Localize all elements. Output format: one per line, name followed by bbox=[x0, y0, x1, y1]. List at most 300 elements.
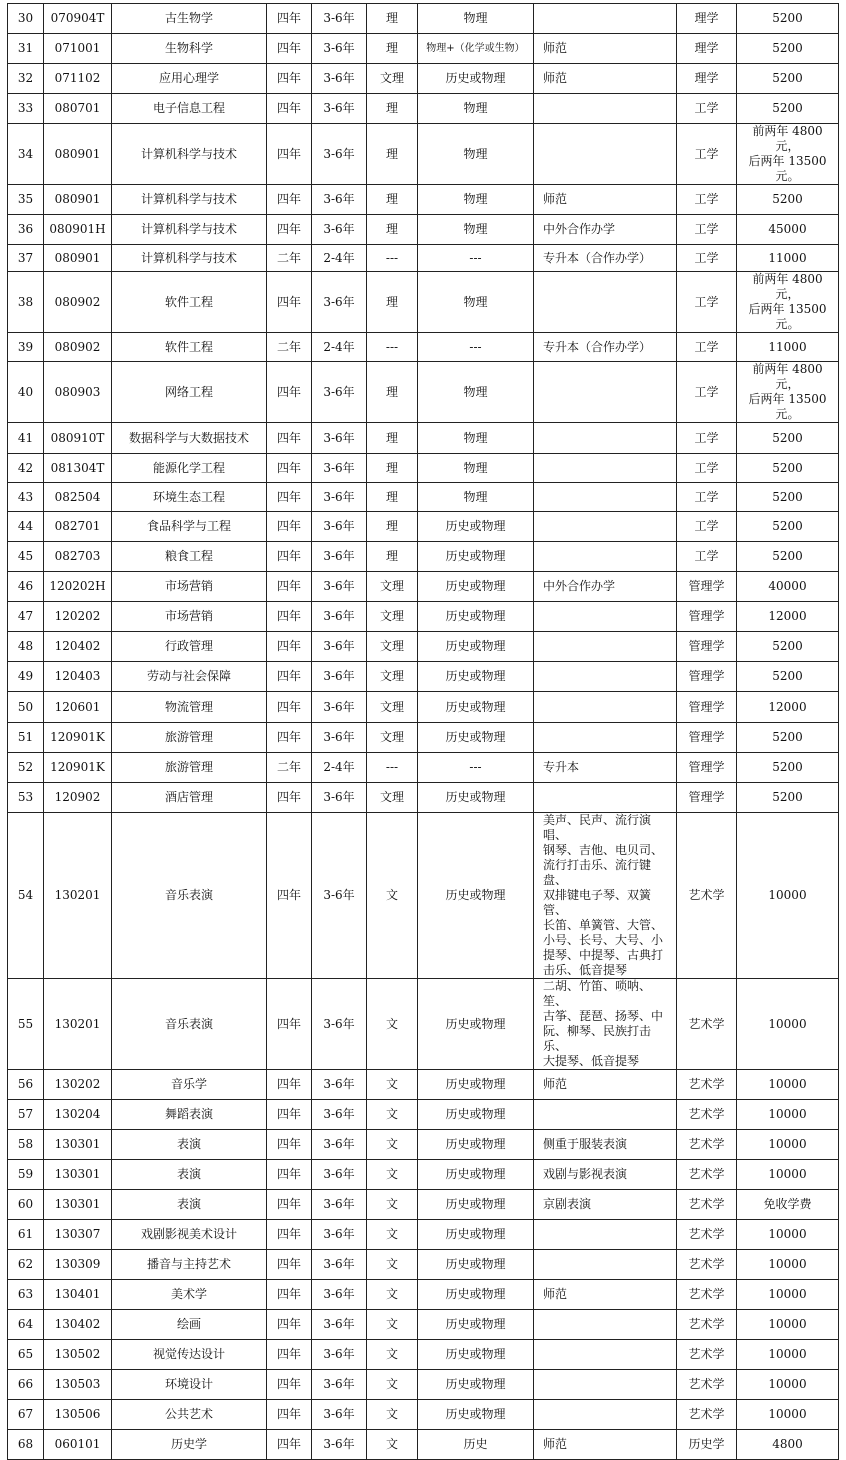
cell-no: 46 bbox=[8, 572, 44, 602]
cell-range: 2-4年 bbox=[312, 245, 367, 272]
cell-range: 3-6年 bbox=[312, 512, 367, 542]
cell-fee: 10000 bbox=[737, 1310, 839, 1340]
cell-years: 四年 bbox=[267, 1250, 312, 1280]
cell-disc: 管理学 bbox=[677, 572, 737, 602]
cell-code: 120901K bbox=[44, 753, 112, 783]
cell-code: 130309 bbox=[44, 1250, 112, 1280]
cell-disc: 历史学 bbox=[677, 1430, 737, 1460]
cell-no: 60 bbox=[8, 1190, 44, 1220]
cell-disc: 管理学 bbox=[677, 662, 737, 692]
cell-note bbox=[534, 692, 677, 723]
cell-disc: 工学 bbox=[677, 542, 737, 572]
cell-name: 古生物学 bbox=[112, 4, 267, 34]
cell-code: 080701 bbox=[44, 94, 112, 124]
cell-name: 计算机科学与技术 bbox=[112, 124, 267, 185]
cell-name: 历史学 bbox=[112, 1430, 267, 1460]
table-row bbox=[8, 1310, 839, 1340]
cell-cat: --- bbox=[367, 333, 418, 362]
cell-name: 计算机科学与技术 bbox=[112, 185, 267, 215]
cell-years: 二年 bbox=[267, 245, 312, 272]
cell-years: 四年 bbox=[267, 723, 312, 753]
cell-code: 130204 bbox=[44, 1100, 112, 1130]
cell-note bbox=[534, 783, 677, 813]
cell-code: 080901H bbox=[44, 215, 112, 245]
table-row bbox=[8, 602, 839, 632]
table-row bbox=[8, 753, 839, 783]
cell-fee: 11000 bbox=[737, 245, 839, 272]
cell-cat: 文理 bbox=[367, 632, 418, 662]
cell-code: 130202 bbox=[44, 1070, 112, 1100]
cell-name: 绘画 bbox=[112, 1310, 267, 1340]
table-row bbox=[8, 64, 839, 94]
cell-years: 四年 bbox=[267, 483, 312, 512]
cell-fee: 5200 bbox=[737, 185, 839, 215]
cell-subject: 历史或物理 bbox=[418, 1220, 534, 1250]
cell-no: 65 bbox=[8, 1340, 44, 1370]
cell-subject: 历史或物理 bbox=[418, 1250, 534, 1280]
cell-range: 3-6年 bbox=[312, 4, 367, 34]
cell-cat: 文 bbox=[367, 1100, 418, 1130]
cell-note: 侧重于服装表演 bbox=[534, 1130, 677, 1160]
table-row bbox=[8, 512, 839, 542]
cell-code: 120902 bbox=[44, 783, 112, 813]
cell-no: 64 bbox=[8, 1310, 44, 1340]
cell-cat: --- bbox=[367, 245, 418, 272]
cell-fee: 5200 bbox=[737, 723, 839, 753]
table-row bbox=[8, 1130, 839, 1160]
cell-disc: 工学 bbox=[677, 483, 737, 512]
cell-name: 表演 bbox=[112, 1130, 267, 1160]
cell-years: 四年 bbox=[267, 4, 312, 34]
table-body bbox=[8, 4, 839, 1460]
cell-years: 四年 bbox=[267, 1370, 312, 1400]
table-row bbox=[8, 454, 839, 483]
cell-code: 080901 bbox=[44, 124, 112, 185]
cell-range: 3-6年 bbox=[312, 783, 367, 813]
cell-note: 戏剧与影视表演 bbox=[534, 1160, 677, 1190]
cell-fee: 5200 bbox=[737, 64, 839, 94]
table-row bbox=[8, 813, 839, 979]
cell-disc: 艺术学 bbox=[677, 979, 737, 1070]
majors-table bbox=[7, 3, 839, 1460]
cell-code: 130301 bbox=[44, 1160, 112, 1190]
cell-code: 130503 bbox=[44, 1370, 112, 1400]
cell-fee: 前两年 4800 元， 后两年 13500 元。 bbox=[737, 272, 839, 333]
cell-fee: 5200 bbox=[737, 512, 839, 542]
cell-subject: 历史或物理 bbox=[418, 64, 534, 94]
table-row bbox=[8, 723, 839, 753]
cell-code: 130301 bbox=[44, 1130, 112, 1160]
cell-code: 080902 bbox=[44, 272, 112, 333]
cell-cat: 理 bbox=[367, 94, 418, 124]
cell-disc: 工学 bbox=[677, 245, 737, 272]
cell-cat: 理 bbox=[367, 512, 418, 542]
cell-subject: 历史或物理 bbox=[418, 979, 534, 1070]
table-row bbox=[8, 423, 839, 454]
cell-fee: 10000 bbox=[737, 1070, 839, 1100]
cell-no: 68 bbox=[8, 1430, 44, 1460]
cell-code: 082701 bbox=[44, 512, 112, 542]
cell-fee: 10000 bbox=[737, 813, 839, 979]
cell-cat: 文 bbox=[367, 979, 418, 1070]
cell-code: 130201 bbox=[44, 979, 112, 1070]
table-row bbox=[8, 662, 839, 692]
cell-subject: 物理+（化学或生物） bbox=[418, 34, 534, 64]
cell-name: 市场营销 bbox=[112, 602, 267, 632]
cell-no: 49 bbox=[8, 662, 44, 692]
cell-years: 四年 bbox=[267, 662, 312, 692]
cell-name: 环境设计 bbox=[112, 1370, 267, 1400]
cell-disc: 工学 bbox=[677, 512, 737, 542]
cell-name: 视觉传达设计 bbox=[112, 1340, 267, 1370]
cell-years: 四年 bbox=[267, 813, 312, 979]
cell-code: 080902 bbox=[44, 333, 112, 362]
cell-fee: 10000 bbox=[737, 1400, 839, 1430]
table-row bbox=[8, 215, 839, 245]
cell-note: 师范 bbox=[534, 34, 677, 64]
cell-range: 3-6年 bbox=[312, 1130, 367, 1160]
cell-note: 师范 bbox=[534, 1430, 677, 1460]
cell-note bbox=[534, 1340, 677, 1370]
cell-years: 四年 bbox=[267, 454, 312, 483]
cell-cat: 理 bbox=[367, 542, 418, 572]
cell-no: 66 bbox=[8, 1370, 44, 1400]
cell-disc: 工学 bbox=[677, 423, 737, 454]
cell-range: 3-6年 bbox=[312, 1370, 367, 1400]
cell-range: 3-6年 bbox=[312, 185, 367, 215]
cell-range: 3-6年 bbox=[312, 1340, 367, 1370]
cell-fee: 10000 bbox=[737, 1340, 839, 1370]
cell-name: 表演 bbox=[112, 1160, 267, 1190]
cell-code: 120202 bbox=[44, 602, 112, 632]
cell-fee: 5200 bbox=[737, 454, 839, 483]
cell-no: 50 bbox=[8, 692, 44, 723]
cell-note: 二胡、竹笛、唢呐、笙、 古筝、琵琶、扬琴、中 阮、柳琴、民族打击乐、 大提琴、低音提琴 bbox=[534, 979, 677, 1070]
cell-range: 3-6年 bbox=[312, 34, 367, 64]
cell-range: 3-6年 bbox=[312, 94, 367, 124]
cell-years: 四年 bbox=[267, 602, 312, 632]
table-row bbox=[8, 1220, 839, 1250]
cell-name: 粮食工程 bbox=[112, 542, 267, 572]
cell-code: 082504 bbox=[44, 483, 112, 512]
cell-disc: 管理学 bbox=[677, 602, 737, 632]
cell-note: 美声、民声、流行演唱、 钢琴、吉他、电贝司、 流行打击乐、流行键盘、 双排键电子琴、双簧管、 长笛、单簧管、大管、 小号、长号、大号、小 提琴、中提琴、古典打 击乐、低音提琴 bbox=[534, 813, 677, 979]
cell-fee: 11000 bbox=[737, 333, 839, 362]
cell-disc: 艺术学 bbox=[677, 1070, 737, 1100]
cell-years: 四年 bbox=[267, 272, 312, 333]
cell-cat: 文 bbox=[367, 1250, 418, 1280]
cell-note bbox=[534, 272, 677, 333]
cell-years: 四年 bbox=[267, 572, 312, 602]
cell-cat: 理 bbox=[367, 215, 418, 245]
cell-years: 四年 bbox=[267, 64, 312, 94]
cell-range: 3-6年 bbox=[312, 979, 367, 1070]
cell-no: 31 bbox=[8, 34, 44, 64]
cell-name: 酒店管理 bbox=[112, 783, 267, 813]
table-row bbox=[8, 362, 839, 423]
cell-years: 四年 bbox=[267, 1280, 312, 1310]
cell-code: 130307 bbox=[44, 1220, 112, 1250]
cell-subject: 历史或物理 bbox=[418, 1130, 534, 1160]
cell-no: 51 bbox=[8, 723, 44, 753]
cell-fee: 5200 bbox=[737, 783, 839, 813]
cell-years: 四年 bbox=[267, 94, 312, 124]
cell-no: 54 bbox=[8, 813, 44, 979]
cell-disc: 管理学 bbox=[677, 632, 737, 662]
cell-fee: 10000 bbox=[737, 979, 839, 1070]
cell-no: 45 bbox=[8, 542, 44, 572]
cell-subject: 物理 bbox=[418, 362, 534, 423]
cell-range: 3-6年 bbox=[312, 1430, 367, 1460]
cell-subject: 历史或物理 bbox=[418, 572, 534, 602]
cell-fee: 10000 bbox=[737, 1250, 839, 1280]
cell-name: 应用心理学 bbox=[112, 64, 267, 94]
cell-years: 四年 bbox=[267, 423, 312, 454]
cell-code: 080910T bbox=[44, 423, 112, 454]
cell-name: 数据科学与大数据技术 bbox=[112, 423, 267, 454]
cell-disc: 管理学 bbox=[677, 692, 737, 723]
cell-note bbox=[534, 723, 677, 753]
cell-name: 电子信息工程 bbox=[112, 94, 267, 124]
cell-cat: 理 bbox=[367, 423, 418, 454]
cell-disc: 管理学 bbox=[677, 723, 737, 753]
cell-cat: 文 bbox=[367, 1340, 418, 1370]
table-row bbox=[8, 1430, 839, 1460]
cell-years: 四年 bbox=[267, 783, 312, 813]
cell-years: 四年 bbox=[267, 1160, 312, 1190]
cell-name: 软件工程 bbox=[112, 272, 267, 333]
cell-years: 四年 bbox=[267, 512, 312, 542]
cell-fee: 5200 bbox=[737, 483, 839, 512]
cell-code: 082703 bbox=[44, 542, 112, 572]
cell-note bbox=[534, 4, 677, 34]
cell-disc: 工学 bbox=[677, 124, 737, 185]
cell-subject: --- bbox=[418, 753, 534, 783]
cell-no: 34 bbox=[8, 124, 44, 185]
cell-note: 专升本（合作办学） bbox=[534, 245, 677, 272]
cell-cat: 理 bbox=[367, 185, 418, 215]
cell-no: 62 bbox=[8, 1250, 44, 1280]
cell-range: 2-4年 bbox=[312, 753, 367, 783]
cell-range: 3-6年 bbox=[312, 1160, 367, 1190]
cell-fee: 10000 bbox=[737, 1130, 839, 1160]
cell-years: 四年 bbox=[267, 1100, 312, 1130]
table-row bbox=[8, 692, 839, 723]
cell-range: 3-6年 bbox=[312, 723, 367, 753]
cell-disc: 工学 bbox=[677, 454, 737, 483]
cell-note bbox=[534, 1400, 677, 1430]
cell-cat: 理 bbox=[367, 34, 418, 64]
cell-range: 3-6年 bbox=[312, 124, 367, 185]
cell-disc: 艺术学 bbox=[677, 1250, 737, 1280]
cell-years: 四年 bbox=[267, 1310, 312, 1340]
cell-range: 3-6年 bbox=[312, 1280, 367, 1310]
table-row bbox=[8, 1160, 839, 1190]
cell-no: 52 bbox=[8, 753, 44, 783]
cell-range: 3-6年 bbox=[312, 483, 367, 512]
cell-note bbox=[534, 94, 677, 124]
cell-cat: 文 bbox=[367, 1070, 418, 1100]
cell-name: 公共艺术 bbox=[112, 1400, 267, 1430]
cell-code: 120403 bbox=[44, 662, 112, 692]
cell-cat: 理 bbox=[367, 4, 418, 34]
cell-years: 四年 bbox=[267, 1190, 312, 1220]
cell-fee: 5200 bbox=[737, 4, 839, 34]
cell-range: 2-4年 bbox=[312, 333, 367, 362]
cell-cat: 文理 bbox=[367, 723, 418, 753]
cell-fee: 前两年 4800 元， 后两年 13500 元。 bbox=[737, 362, 839, 423]
cell-name: 音乐表演 bbox=[112, 813, 267, 979]
cell-cat: 文理 bbox=[367, 572, 418, 602]
cell-no: 56 bbox=[8, 1070, 44, 1100]
cell-disc: 工学 bbox=[677, 215, 737, 245]
cell-cat: 文理 bbox=[367, 602, 418, 632]
cell-fee: 40000 bbox=[737, 572, 839, 602]
cell-subject: --- bbox=[418, 245, 534, 272]
cell-subject: 历史或物理 bbox=[418, 813, 534, 979]
cell-fee: 10000 bbox=[737, 1160, 839, 1190]
cell-disc: 艺术学 bbox=[677, 1370, 737, 1400]
table-row bbox=[8, 185, 839, 215]
cell-code: 130402 bbox=[44, 1310, 112, 1340]
table-row bbox=[8, 542, 839, 572]
cell-no: 30 bbox=[8, 4, 44, 34]
cell-cat: 文理 bbox=[367, 692, 418, 723]
cell-cat: --- bbox=[367, 753, 418, 783]
cell-name: 计算机科学与技术 bbox=[112, 245, 267, 272]
cell-note bbox=[534, 454, 677, 483]
cell-subject: 历史或物理 bbox=[418, 1070, 534, 1100]
cell-code: 130502 bbox=[44, 1340, 112, 1370]
cell-fee: 5200 bbox=[737, 94, 839, 124]
cell-disc: 艺术学 bbox=[677, 1220, 737, 1250]
cell-disc: 艺术学 bbox=[677, 1280, 737, 1310]
table-row bbox=[8, 333, 839, 362]
cell-subject: 物理 bbox=[418, 215, 534, 245]
cell-subject: 历史或物理 bbox=[418, 1100, 534, 1130]
cell-range: 3-6年 bbox=[312, 813, 367, 979]
cell-cat: 文理 bbox=[367, 662, 418, 692]
cell-code: 080903 bbox=[44, 362, 112, 423]
cell-note bbox=[534, 662, 677, 692]
cell-subject: 历史或物理 bbox=[418, 723, 534, 753]
cell-cat: 文 bbox=[367, 1130, 418, 1160]
cell-note bbox=[534, 423, 677, 454]
table-row bbox=[8, 34, 839, 64]
cell-subject: 历史或物理 bbox=[418, 632, 534, 662]
cell-cat: 文理 bbox=[367, 64, 418, 94]
cell-no: 33 bbox=[8, 94, 44, 124]
cell-range: 3-6年 bbox=[312, 64, 367, 94]
cell-disc: 艺术学 bbox=[677, 1340, 737, 1370]
cell-name: 网络工程 bbox=[112, 362, 267, 423]
cell-years: 四年 bbox=[267, 362, 312, 423]
cell-disc: 管理学 bbox=[677, 753, 737, 783]
cell-fee: 10000 bbox=[737, 1100, 839, 1130]
cell-disc: 艺术学 bbox=[677, 1130, 737, 1160]
cell-range: 3-6年 bbox=[312, 215, 367, 245]
cell-fee: 5200 bbox=[737, 542, 839, 572]
cell-disc: 理学 bbox=[677, 4, 737, 34]
cell-subject: 物理 bbox=[418, 185, 534, 215]
cell-years: 四年 bbox=[267, 215, 312, 245]
cell-cat: 文 bbox=[367, 1280, 418, 1310]
cell-subject: 历史或物理 bbox=[418, 783, 534, 813]
cell-years: 四年 bbox=[267, 632, 312, 662]
cell-name: 音乐表演 bbox=[112, 979, 267, 1070]
cell-code: 130301 bbox=[44, 1190, 112, 1220]
cell-no: 53 bbox=[8, 783, 44, 813]
cell-subject: 物理 bbox=[418, 4, 534, 34]
cell-years: 二年 bbox=[267, 753, 312, 783]
cell-name: 旅游管理 bbox=[112, 723, 267, 753]
cell-subject: 物理 bbox=[418, 454, 534, 483]
cell-cat: 理 bbox=[367, 454, 418, 483]
table-row bbox=[8, 1400, 839, 1430]
cell-no: 43 bbox=[8, 483, 44, 512]
cell-years: 四年 bbox=[267, 1340, 312, 1370]
cell-subject: 历史或物理 bbox=[418, 1370, 534, 1400]
cell-range: 3-6年 bbox=[312, 1070, 367, 1100]
table-row bbox=[8, 1250, 839, 1280]
cell-range: 3-6年 bbox=[312, 272, 367, 333]
cell-subject: 物理 bbox=[418, 423, 534, 454]
cell-no: 36 bbox=[8, 215, 44, 245]
cell-subject: 物理 bbox=[418, 124, 534, 185]
cell-range: 3-6年 bbox=[312, 423, 367, 454]
cell-disc: 工学 bbox=[677, 333, 737, 362]
cell-range: 3-6年 bbox=[312, 542, 367, 572]
cell-no: 67 bbox=[8, 1400, 44, 1430]
cell-cat: 文 bbox=[367, 1160, 418, 1190]
table-row bbox=[8, 1370, 839, 1400]
cell-subject: 历史或物理 bbox=[418, 1280, 534, 1310]
cell-no: 41 bbox=[8, 423, 44, 454]
table-row bbox=[8, 1100, 839, 1130]
cell-range: 3-6年 bbox=[312, 1250, 367, 1280]
cell-fee: 10000 bbox=[737, 1370, 839, 1400]
cell-note bbox=[534, 632, 677, 662]
cell-range: 3-6年 bbox=[312, 454, 367, 483]
cell-note: 中外合作办学 bbox=[534, 215, 677, 245]
cell-code: 130506 bbox=[44, 1400, 112, 1430]
cell-subject: 历史或物理 bbox=[418, 1160, 534, 1190]
cell-name: 舞蹈表演 bbox=[112, 1100, 267, 1130]
cell-fee: 5200 bbox=[737, 34, 839, 64]
cell-disc: 理学 bbox=[677, 64, 737, 94]
cell-name: 能源化学工程 bbox=[112, 454, 267, 483]
cell-years: 二年 bbox=[267, 333, 312, 362]
cell-cat: 文 bbox=[367, 1430, 418, 1460]
cell-name: 环境生态工程 bbox=[112, 483, 267, 512]
table-row bbox=[8, 979, 839, 1070]
cell-code: 120402 bbox=[44, 632, 112, 662]
cell-years: 四年 bbox=[267, 185, 312, 215]
cell-no: 37 bbox=[8, 245, 44, 272]
cell-name: 美术学 bbox=[112, 1280, 267, 1310]
cell-range: 3-6年 bbox=[312, 1310, 367, 1340]
cell-cat: 文 bbox=[367, 1310, 418, 1340]
cell-code: 070904T bbox=[44, 4, 112, 34]
cell-name: 戏剧影视美术设计 bbox=[112, 1220, 267, 1250]
cell-code: 120202H bbox=[44, 572, 112, 602]
cell-code: 080901 bbox=[44, 245, 112, 272]
cell-disc: 工学 bbox=[677, 272, 737, 333]
cell-name: 行政管理 bbox=[112, 632, 267, 662]
cell-subject: 历史或物理 bbox=[418, 542, 534, 572]
cell-fee: 免收学费 bbox=[737, 1190, 839, 1220]
cell-subject: 历史或物理 bbox=[418, 602, 534, 632]
